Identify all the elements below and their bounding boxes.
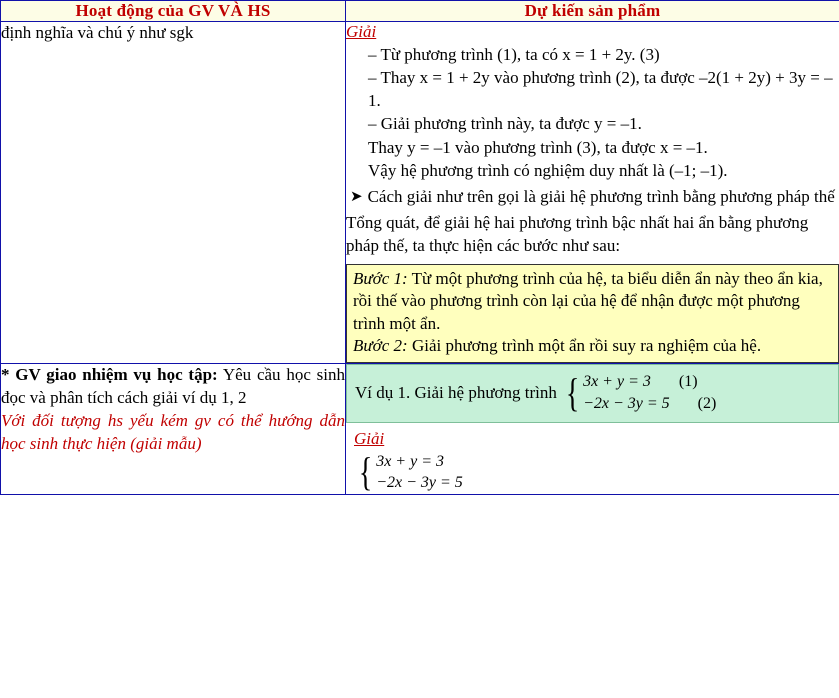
solution-step: – Thay x = 1 + 2y vào phương trình (2), ta được –2(1 + 2y) + 3y = –1. (368, 68, 833, 110)
arrow-bullet-icon: ➤ (350, 188, 363, 205)
equation-2-text: −2x − 3y = 5 (583, 394, 670, 412)
example-box (346, 364, 839, 423)
general-method-paragraph: Tổng quát, để giải hệ hai phương trình bậc nhất hai ẩn bằng phương pháp thế, ta thực hiện các bước như sau: (346, 213, 809, 255)
step-2-label: Bước 2: (353, 336, 408, 356)
solution-step: Vậy hệ phương trình có nghiệm duy nhất là (–1; –1). (368, 161, 728, 181)
callout-step-2 (353, 335, 832, 357)
table-header-row (1, 1, 839, 22)
conclusion-bullet (350, 186, 839, 208)
solution-steps (368, 44, 839, 183)
conclusion-bullet-text: Cách giải như trên gọi là giải hệ phương trình bằng phương pháp thế (367, 186, 835, 206)
cell-left-task (1, 363, 346, 494)
giai-label: Giải (346, 22, 377, 41)
equation-2-number: (2) (697, 394, 717, 412)
left-brace-icon: { (565, 369, 580, 415)
left-brace-icon-2: { (358, 449, 373, 495)
equation-1-number: (1) (678, 373, 698, 391)
solution-equation-2: −2x − 3y = 5 (376, 474, 463, 492)
step-2-text: Giải phương trình một ẩn rồi suy ra nghiệm của hệ. (407, 336, 762, 356)
task-assignment-text (1, 364, 345, 410)
step-1-text: Từ một phương trình của hệ, ta biểu diễn ẩn này theo ẩn kia, rồi thế vào phương trình còn lại của hệ để nhận được một phương trình một ẩn. (353, 268, 823, 333)
table-row (1, 22, 839, 364)
solution-step: Thay y = –1 vào phương trình (3), ta được x = –1. (368, 137, 708, 157)
cell-right-example (346, 363, 839, 494)
task-normal-text: Yêu cầu học sinh đọc và phân tích cách giải ví dụ 1, 2 (1, 364, 345, 407)
giai-label-2: Giải (354, 428, 385, 448)
task-note-text: Với đối tượng hs yếu kém gv có thể hướng dẫn học sinh thực hiện (giải mẫu) (1, 410, 345, 453)
example-solution (346, 429, 839, 494)
solution-system (356, 451, 463, 494)
solution-step: – Từ phương trình (1), ta có x = 1 + 2y. (3) (368, 45, 660, 64)
solution-step: – Giải phương trình này, ta được y = –1. (368, 114, 642, 134)
callout-step-1 (353, 268, 832, 335)
example-label: Ví dụ 1. Giải hệ phương trình (355, 382, 557, 402)
example-equation-1 (583, 371, 716, 393)
definition-text: định nghĩa và chú ý như sgk (1, 23, 194, 42)
steps-callout-box (346, 264, 839, 363)
table-row (1, 363, 839, 494)
step-1-label: Bước 1: (353, 268, 408, 288)
task-bold-lead: * GV giao nhiệm vụ học tập: (1, 364, 218, 384)
example-equations (583, 371, 716, 414)
header-cell-activities: Hoạt động của GV VÀ HS (1, 1, 346, 22)
equation-1-text: 3x + y = 3 (583, 373, 651, 391)
cell-right-solution (346, 22, 839, 364)
solution-equations (376, 451, 463, 494)
cell-left-definition (1, 22, 346, 364)
example-system (563, 371, 716, 414)
header-cell-products: Dự kiến sản phẩm (346, 1, 839, 22)
solution-equation-1: 3x + y = 3 (376, 452, 444, 470)
example-equation-2 (583, 393, 716, 415)
